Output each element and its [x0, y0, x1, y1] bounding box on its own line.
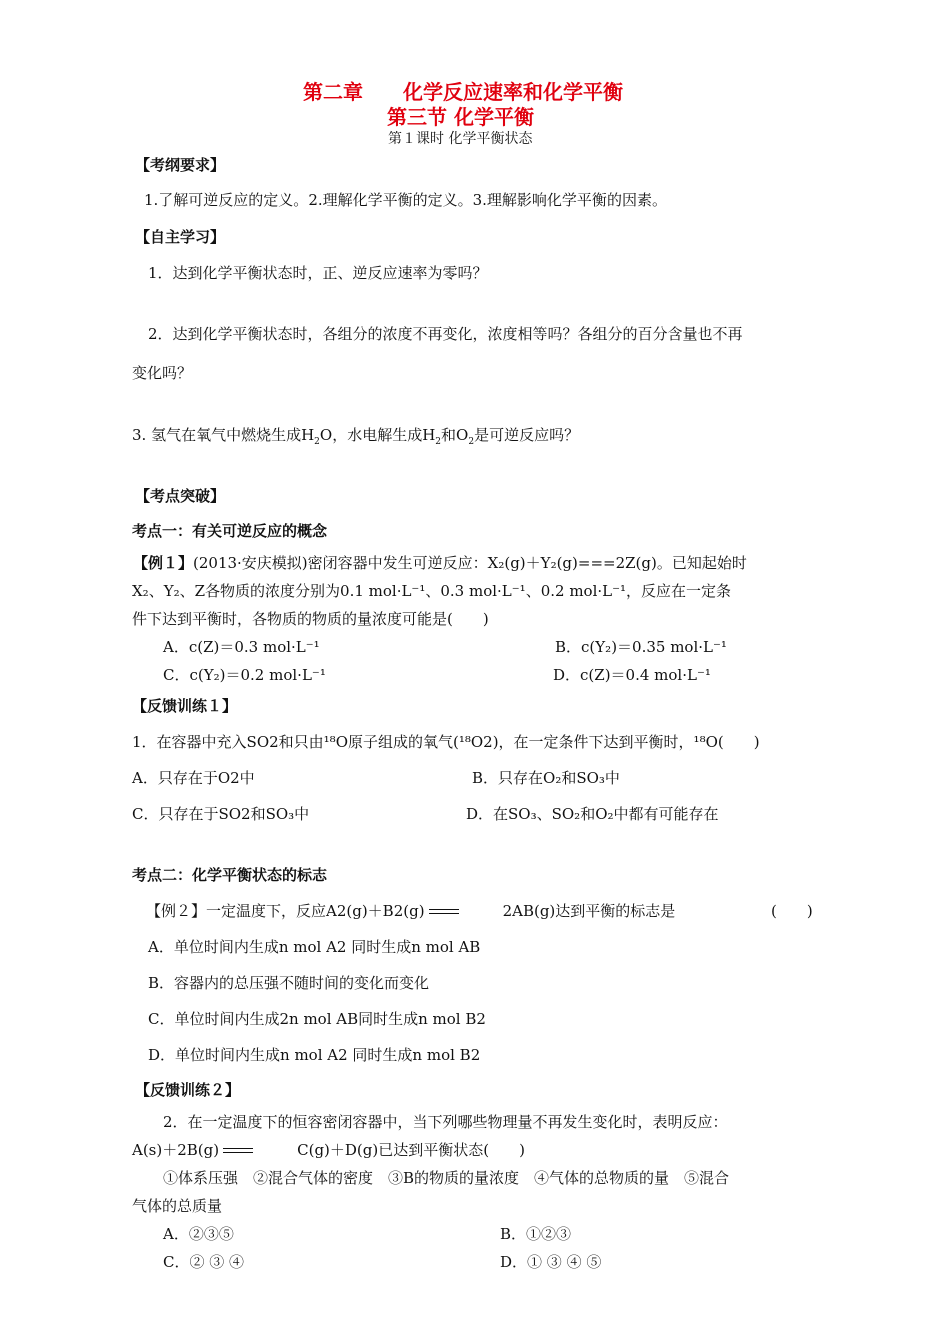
feedback-2-option-c: C．② ③ ④	[163, 1253, 245, 1271]
example-2-option-c: C．单位时间内生成2n mol AB同时生成n mol B2	[148, 1010, 486, 1028]
feedback-2-option-b: B．①②③	[500, 1225, 572, 1243]
equilibrium-arrow-icon	[223, 1147, 253, 1155]
feedback-2-option-d: D．① ③ ④ ⑤	[500, 1253, 602, 1271]
feedback-2-products: C(g)＋D(g)已达到平衡状态( )	[297, 1141, 525, 1159]
feedback-2-heading: 【反馈训练２】	[135, 1081, 241, 1099]
subscript: 2	[435, 437, 442, 447]
example-1-label: 【例１】	[133, 554, 194, 572]
feedback-2-line1: 2．在一定温度下的恒容密闭容器中，当下列哪些物理量不再发生变化时，表明反应：	[163, 1113, 728, 1131]
self-study-q3	[132, 424, 579, 447]
example-1-option-a: A．c(Z)＝0.3 mol·L⁻¹	[163, 638, 320, 656]
subscript: 2	[314, 437, 320, 447]
example-2-text-a: 【例２】一定温度下，反应A2(g)＋B2(g)	[146, 902, 425, 920]
feedback-2-line3: ①体系压强 ②混合气体的密度 ③B的物质的量浓度 ④气体的总物质的量 ⑤混合	[163, 1169, 730, 1187]
q3-part-b: O，水电解生成H	[319, 426, 436, 444]
example-2-option-d: D．单位时间内生成n mol A2 同时生成n mol B2	[148, 1046, 481, 1064]
feedback-1-option-d: D．在SO₃、SO₂和O₂中都有可能存在	[466, 805, 719, 823]
feedback-1-option-a: A．只存在于O2中	[132, 769, 255, 787]
example-2-option-b: B．容器内的总压强不随时间的变化而变化	[148, 974, 430, 992]
lesson-title: 第１课时 化学平衡状态	[388, 131, 533, 147]
point-two-heading: 考点二：化学平衡状态的标志	[132, 866, 328, 884]
self-study-q2-line1: 2．达到化学平衡状态时，各组分的浓度不再变化，浓度相等吗？各组分的百分含量也不再	[148, 325, 743, 343]
example-1-text: (2013·安庆模拟)密闭容器中发生可逆反应：X₂(g)＋Y₂(g)===2Z(g)。已知起始时	[193, 554, 747, 572]
example-1-option-c: C．c(Y₂)＝0.2 mol·L⁻¹	[163, 666, 326, 684]
feedback-2-reactants: A(s)＋2B(g)	[132, 1141, 220, 1159]
equilibrium-arrow-icon	[429, 908, 459, 916]
section-title: 第三节 化学平衡	[387, 105, 534, 129]
feedback-2-line2	[132, 1139, 525, 1160]
example-1-option-b: B．c(Y₂)＝0.35 mol·L⁻¹	[555, 638, 727, 656]
example-2-paren: ( )	[771, 902, 813, 920]
example-1-line2: X₂、Y₂、Z各物质的浓度分别为0.1 mol·L⁻¹、0.3 mol·L⁻¹、0.2 mol·L⁻¹，反应在一定条	[132, 582, 732, 600]
feedback-2-option-a: A．②③⑤	[163, 1225, 234, 1243]
feedback-1-option-b: B．只存在O₂和SO₃中	[472, 769, 620, 787]
example-1-line3: 件下达到平衡时，各物质的物质的量浓度可能是( )	[132, 610, 489, 628]
subscript: 2	[468, 437, 475, 447]
example-1-option-d: D．c(Z)＝0.4 mol·L⁻¹	[553, 666, 711, 684]
feedback-1-option-c: C．只存在于SO2和SO₃中	[132, 805, 310, 823]
self-study-heading: 【自主学习】	[135, 228, 226, 246]
q3-part-c: 和O	[441, 426, 469, 444]
example-1-line1	[133, 552, 747, 573]
example-2-option-a: A．单位时间内生成n mol A2 同时生成n mol AB	[148, 938, 481, 956]
syllabus-heading: 【考纲要求】	[135, 156, 226, 174]
q3-part-a: 3. 氢气在氧气中燃烧生成H	[132, 426, 315, 444]
feedback-1-heading: 【反馈训练１】	[132, 697, 238, 715]
breakthrough-heading: 【考点突破】	[135, 487, 226, 505]
example-2-stem	[146, 900, 675, 921]
example-2-text-b: 2AB(g)达到平衡的标志是	[502, 902, 676, 920]
q3-part-d: 是可逆反应吗？	[474, 426, 580, 444]
point-one-heading: 考点一：有关可逆反应的概念	[132, 522, 328, 540]
syllabus-text: 1.了解可逆反应的定义。2.理解化学平衡的定义。3.理解影响化学平衡的因素。	[144, 191, 667, 209]
chapter-title: 第二章 化学反应速率和化学平衡	[303, 80, 623, 104]
self-study-q1: 1．达到化学平衡状态时，正、逆反应速率为零吗？	[148, 264, 488, 282]
self-study-q2-line2: 变化吗？	[132, 364, 193, 382]
feedback-1-question: 1．在容器中充入SO2和只由¹⁸O原子组成的氧气(¹⁸O2)，在一定条件下达到平衡时，¹⁸O( )	[132, 733, 760, 751]
feedback-2-line4: 气体的总质量	[132, 1197, 223, 1215]
